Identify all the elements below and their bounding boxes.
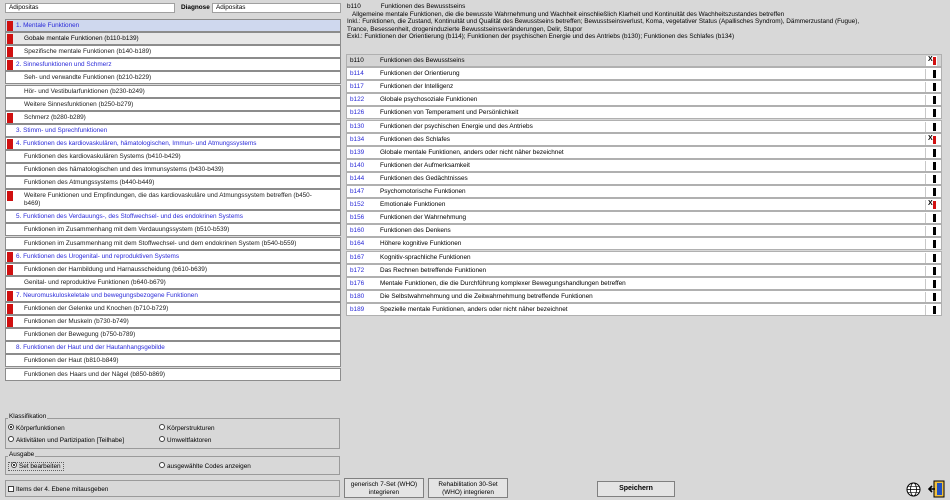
klassifikation-label: Klassifikation	[9, 413, 47, 420]
checkbox-label: Items der 4. Ebene mitausgeben	[16, 486, 109, 493]
block-item[interactable]	[5, 189, 341, 210]
inkl-label: Inkl.:	[347, 18, 361, 25]
code-select-checkbox[interactable]	[925, 226, 937, 236]
code-title: Die Selbstwahrnehmung und die Zeitwahrnehmung betreffende Funktionen	[380, 292, 593, 300]
exit-icon[interactable]	[928, 480, 946, 498]
block-item[interactable]	[5, 32, 341, 45]
code-row[interactable]	[346, 120, 942, 133]
code-row[interactable]	[346, 277, 942, 290]
tree-item-label: 2. Sinnesfunktionen und Schmerz	[16, 61, 112, 69]
tree-item-label: Weitere Funktionen und Empfindungen, die das kardiovaskuläre und Atmungssystem betreffen (b450-b469)	[24, 192, 312, 207]
code-select-checkbox[interactable]	[925, 187, 937, 197]
tree-item-label: Hör- und Vestibularfunktionen (b230-b249)	[24, 87, 145, 95]
state-bar	[933, 240, 936, 248]
code-title: Funktionen des Gedächtnisses	[380, 174, 468, 182]
ausgabe-group	[5, 451, 340, 475]
tree-item-label: 5. Funktionen des Verdauungs-, des Stoffwechsel- und des endokrinen Systems	[16, 213, 243, 221]
code-select-checkbox[interactable]	[925, 266, 937, 276]
radio-dot	[159, 436, 165, 442]
code-select-checkbox[interactable]	[925, 174, 937, 184]
tree-item-label: 6. Funktionen des Urogenital- und reproduktiven Systems	[16, 252, 180, 260]
code-title: Mentale Funktionen, die die Durchführung komplexer Bewegungshandlungen betreffen	[380, 279, 626, 287]
tree-item-label: 4. Funktionen des kardiovaskulären, hämatologischen, Immun- und Atmungssystems	[16, 139, 257, 147]
footer-checkbox-row	[5, 480, 340, 497]
state-bar	[933, 70, 936, 78]
checkbox-box	[8, 486, 14, 492]
radio-label: Set bearbeiten	[19, 463, 61, 470]
selection-marker	[7, 304, 13, 314]
code-id: b139	[350, 148, 365, 156]
code-select-checkbox[interactable]	[925, 200, 937, 210]
block-item[interactable]	[5, 263, 341, 276]
chapter-item[interactable]	[5, 137, 341, 150]
chapter-item[interactable]	[5, 341, 341, 354]
block-item[interactable]	[5, 163, 341, 176]
exkl-text: Funktionen der Orientierung (b114); Funktionen der psychischen Energie und des Antriebs (b130); Funktionen des Schlafes (b134)	[364, 33, 735, 40]
code-select-checkbox[interactable]	[925, 135, 937, 145]
code-row[interactable]	[346, 224, 942, 237]
state-bar	[933, 109, 936, 117]
selection-marker	[7, 113, 13, 123]
tree-item-label: Funktionen der Gelenke und Knochen (b710-b729)	[24, 305, 169, 312]
items-ebene4-checkbox[interactable]	[8, 486, 108, 493]
code-row[interactable]	[346, 290, 942, 303]
code-title: Emotionale Funktionen	[380, 201, 446, 209]
code-title: Funktionen der Intelligenz	[380, 83, 454, 91]
code-row[interactable]	[346, 264, 942, 277]
selection-marker	[7, 34, 13, 44]
code-row[interactable]	[346, 237, 942, 250]
code-id: b160	[350, 227, 365, 235]
radio-dot	[8, 424, 14, 430]
radio-dot	[159, 424, 165, 430]
state-bar	[933, 57, 936, 65]
code-id: b114	[350, 70, 364, 78]
chapter-item[interactable]	[5, 124, 341, 137]
tree-item-label: Weitere Sinnesfunktionen (b250-b279)	[24, 100, 134, 108]
chapter-tree	[5, 19, 341, 395]
code-select-checkbox[interactable]	[925, 253, 937, 263]
code-id: b176	[350, 279, 365, 287]
radio-codes-anzeigen[interactable]	[159, 463, 251, 470]
code-select-checkbox[interactable]	[925, 279, 937, 289]
block-item[interactable]	[5, 328, 341, 341]
block-item[interactable]	[5, 368, 341, 381]
block-item[interactable]	[5, 276, 341, 289]
radio-set-bearbeiten[interactable]	[8, 462, 64, 471]
selection-marker	[7, 60, 13, 70]
tree-item-label: Spezifische mentale Funktionen (b140-b189)	[24, 48, 152, 56]
code-select-checkbox[interactable]	[925, 95, 937, 105]
selection-marker	[7, 265, 13, 275]
block-item[interactable]	[5, 150, 341, 163]
code-row[interactable]	[346, 251, 942, 264]
block-item[interactable]	[5, 302, 341, 315]
tree-item-label: Funktionen im Zusammenhang mit dem Stoffwechsel- und dem endokrinen System (b540-b559)	[24, 239, 297, 247]
code-select-checkbox[interactable]	[925, 108, 937, 118]
block-item[interactable]	[5, 111, 341, 124]
radio-aktivitaeten[interactable]	[8, 437, 124, 444]
code-title: Psychomotorische Funktionen	[380, 188, 466, 195]
tree-item-label: Seh- und verwandte Funktionen (b210-b229)	[24, 74, 152, 82]
code-select-checkbox[interactable]	[925, 305, 937, 315]
code-id: b117	[350, 83, 364, 91]
state-bar	[933, 267, 936, 275]
code-row[interactable]	[346, 159, 942, 172]
code-id: b167	[350, 253, 365, 261]
block-item[interactable]	[5, 223, 341, 236]
tree-item-label: Funktionen im Zusammenhang mit dem Verdauungssystem (b510-b539)	[24, 226, 230, 234]
code-id: b110	[350, 57, 364, 64]
code-id: b144	[350, 174, 365, 182]
tree-item-label: Gobale mentale Funktionen (b110-b139)	[24, 35, 139, 43]
tree-item-label: Genital- und reproduktive Funktionen (b640-b679)	[24, 278, 166, 286]
block-item[interactable]	[5, 45, 341, 58]
code-title: Spezielle mentale Funktionen, anders oder nicht näher bezeichnet	[380, 305, 568, 313]
tree-item-label: 8. Funktionen der Haut und der Hautanhangsgebilde	[16, 344, 165, 352]
diagnose-field[interactable]: Adipositas	[212, 3, 341, 13]
tree-item-label: 3. Stimm- und Sprechfunktionen	[16, 126, 108, 134]
radio-label: Aktivitäten und Partizipation [Teilhabe]	[16, 437, 124, 444]
tree-item-label: Funktionen der Muskeln (b730-b749)	[24, 318, 129, 326]
code-select-checkbox[interactable]	[925, 292, 937, 302]
x-mark-icon: X	[928, 56, 933, 63]
code-title: Funktionen der Orientierung	[380, 70, 460, 78]
code-id: b164	[350, 240, 365, 248]
desc-title: Funktionen des Bewusstseins	[380, 3, 466, 10]
code-title: Funktionen der psychischen Energie und des Antriebs	[380, 122, 533, 130]
tree-item-label: Funktionen des kardiovaskulären Systems (b410-b429)	[24, 153, 181, 160]
tree-item-label: Funktionen der Harnbildung und Harnausscheidung (b610-b639)	[24, 265, 207, 273]
state-bar	[933, 227, 936, 235]
radio-label: Umweltfaktoren	[167, 437, 212, 444]
code-select-checkbox[interactable]	[925, 213, 937, 223]
code-id: b147	[350, 188, 365, 195]
radio-koerperstrukturen[interactable]	[159, 425, 215, 432]
inkl-text-cont: Trance, Besessenheit, drogeninduzierte Bewusstseinsveränderungen, Delir, Stupor	[347, 25, 583, 33]
block-item[interactable]	[5, 315, 341, 328]
radio-label: ausgewählte Codes anzeigen	[167, 463, 251, 470]
code-id: b134	[350, 135, 365, 143]
code-id: b152	[350, 201, 365, 209]
code-select-checkbox[interactable]	[925, 56, 937, 66]
state-bar	[933, 162, 936, 170]
state-bar	[933, 214, 936, 222]
state-bar	[933, 293, 936, 301]
code-id: b122	[350, 96, 365, 104]
state-bar	[933, 175, 936, 183]
code-id: b126	[350, 109, 365, 117]
code-row[interactable]	[346, 198, 942, 211]
selection-marker	[7, 291, 13, 301]
code-row[interactable]	[346, 172, 942, 185]
code-title: Globale psychosoziale Funktionen	[380, 96, 478, 104]
code-row[interactable]	[346, 133, 942, 146]
block-item[interactable]	[5, 98, 341, 111]
inkl-text: Funktionen, die Zustand, Kontinuität und Qualität des Bewusstseins betreffen; Bewusstseinsverlust, Koma, vegetativer Status (Apallisches Syndrom), Dämmerzustand (Fugue),	[362, 18, 860, 25]
radio-label: Körperstrukturen	[167, 425, 215, 432]
code-row[interactable]	[346, 211, 942, 224]
code-id: b156	[350, 214, 365, 222]
code-title: Funktionen des Schlafes	[380, 135, 450, 143]
code-row[interactable]	[346, 106, 942, 119]
radio-dot	[11, 462, 17, 468]
globe-icon[interactable]	[906, 482, 921, 497]
x-mark-icon: X	[928, 200, 933, 208]
exkl-label: Exkl.:	[347, 33, 363, 40]
state-bar	[933, 254, 936, 262]
tree-item-label: Funktionen der Haut (b810-b849)	[24, 357, 119, 365]
state-bar	[933, 306, 936, 314]
code-select-checkbox[interactable]	[925, 69, 937, 79]
code-title: Das Rechnen betreffende Funktionen	[380, 266, 487, 274]
code-list	[346, 54, 942, 344]
code-title: Funktionen von Temperament und Persönlichkeit	[380, 109, 519, 117]
code-title: Höhere kognitive Funktionen	[380, 240, 462, 248]
chapter-item[interactable]	[5, 210, 341, 223]
tree-item-label: Funktionen der Bewegung (b750-b789)	[24, 331, 136, 339]
code-row[interactable]	[346, 93, 942, 106]
klassifikation-group	[5, 413, 340, 449]
btn-30set[interactable]: Rehabilitation 30-Set (WHO) integrieren	[428, 478, 508, 498]
code-title: Kognitiv-sprachliche Funktionen	[380, 253, 471, 261]
block-item[interactable]	[5, 85, 341, 98]
tree-item-label: Funktionen des Haars und der Nägel (b850-b869)	[24, 370, 166, 378]
code-row[interactable]	[346, 80, 942, 93]
tree-item-label: 7. Neuromuskuloskeletale und bewegungsbezogene Funktionen	[16, 291, 198, 299]
code-select-checkbox[interactable]	[925, 148, 937, 158]
state-bar	[933, 123, 936, 131]
selection-marker	[7, 252, 13, 262]
state-bar	[933, 201, 936, 209]
code-title: Globale mentale Funktionen, anders oder nicht näher bezeichnet	[380, 148, 564, 156]
diagnose-label: Diagnose	[181, 4, 210, 11]
state-bar	[933, 83, 936, 91]
code-select-checkbox[interactable]	[925, 122, 937, 132]
code-select-checkbox[interactable]	[925, 239, 937, 249]
code-title: Funktionen des Bewusstseins	[380, 57, 465, 64]
radio-koerperfunktionen[interactable]	[8, 425, 65, 432]
code-row[interactable]	[346, 67, 942, 80]
selection-marker	[7, 47, 13, 57]
code-id: b140	[350, 161, 365, 169]
chapter-item[interactable]	[5, 58, 341, 71]
radio-dot	[8, 436, 14, 442]
block-item[interactable]	[5, 237, 341, 250]
state-bar	[933, 149, 936, 157]
radio-label: Körperfunktionen	[16, 425, 65, 432]
radio-umweltfaktoren[interactable]	[159, 437, 211, 444]
ausgabe-label: Ausgabe	[9, 451, 35, 458]
patient-field[interactable]: Adipositas	[5, 3, 175, 13]
desc-definition: Allgemeine mentale Funktionen, die die bewusste Wahrnehmung und Wachheit einschließlich Klarheit und Kontinuität des Wachheitszustandes betreffen	[352, 10, 785, 18]
block-item[interactable]	[5, 354, 341, 367]
state-bar	[933, 96, 936, 104]
radio-dot	[159, 462, 165, 468]
tree-item-label: Funktionen des hämatologischen und des Immunsystems (b430-b439)	[24, 166, 224, 174]
code-description	[347, 3, 947, 47]
tree-item-label: Schmerz (b280-b289)	[24, 113, 86, 121]
state-bar	[933, 188, 936, 196]
chapter-item[interactable]	[5, 250, 341, 263]
code-row[interactable]	[346, 303, 942, 316]
desc-code: b110	[347, 3, 361, 10]
code-row[interactable]	[346, 146, 942, 159]
code-select-checkbox[interactable]	[925, 161, 937, 171]
selection-marker	[7, 191, 13, 201]
tree-item-label: 1. Mentale Funktionen	[16, 22, 80, 29]
code-id: b172	[350, 266, 365, 274]
selection-marker	[7, 317, 13, 327]
code-id: b189	[350, 305, 365, 313]
tree-item-label: Funktionen des Atmungssystems (b440-b449)	[24, 179, 155, 187]
state-bar	[933, 280, 936, 288]
code-row[interactable]	[346, 54, 942, 67]
code-title: Funktionen des Denkens	[380, 227, 451, 235]
code-title: Funktionen der Aufmerksamkeit	[380, 161, 470, 169]
code-id: b180	[350, 292, 365, 300]
code-id: b130	[350, 122, 365, 130]
state-bar	[933, 136, 936, 144]
chapter-item[interactable]	[5, 19, 341, 32]
code-row[interactable]	[346, 185, 942, 198]
block-item[interactable]	[5, 71, 341, 84]
save-button[interactable]: Speichern	[597, 481, 675, 497]
btn-7set[interactable]: generisch 7-Set (WHO) integrieren	[344, 478, 424, 498]
chapter-item[interactable]	[5, 289, 341, 302]
code-title: Funktionen der Wahrnehmung	[380, 214, 467, 222]
x-mark-icon: X	[928, 134, 933, 142]
selection-marker	[7, 139, 13, 149]
selection-marker	[7, 21, 13, 31]
block-item[interactable]	[5, 176, 341, 189]
code-select-checkbox[interactable]	[925, 82, 937, 92]
